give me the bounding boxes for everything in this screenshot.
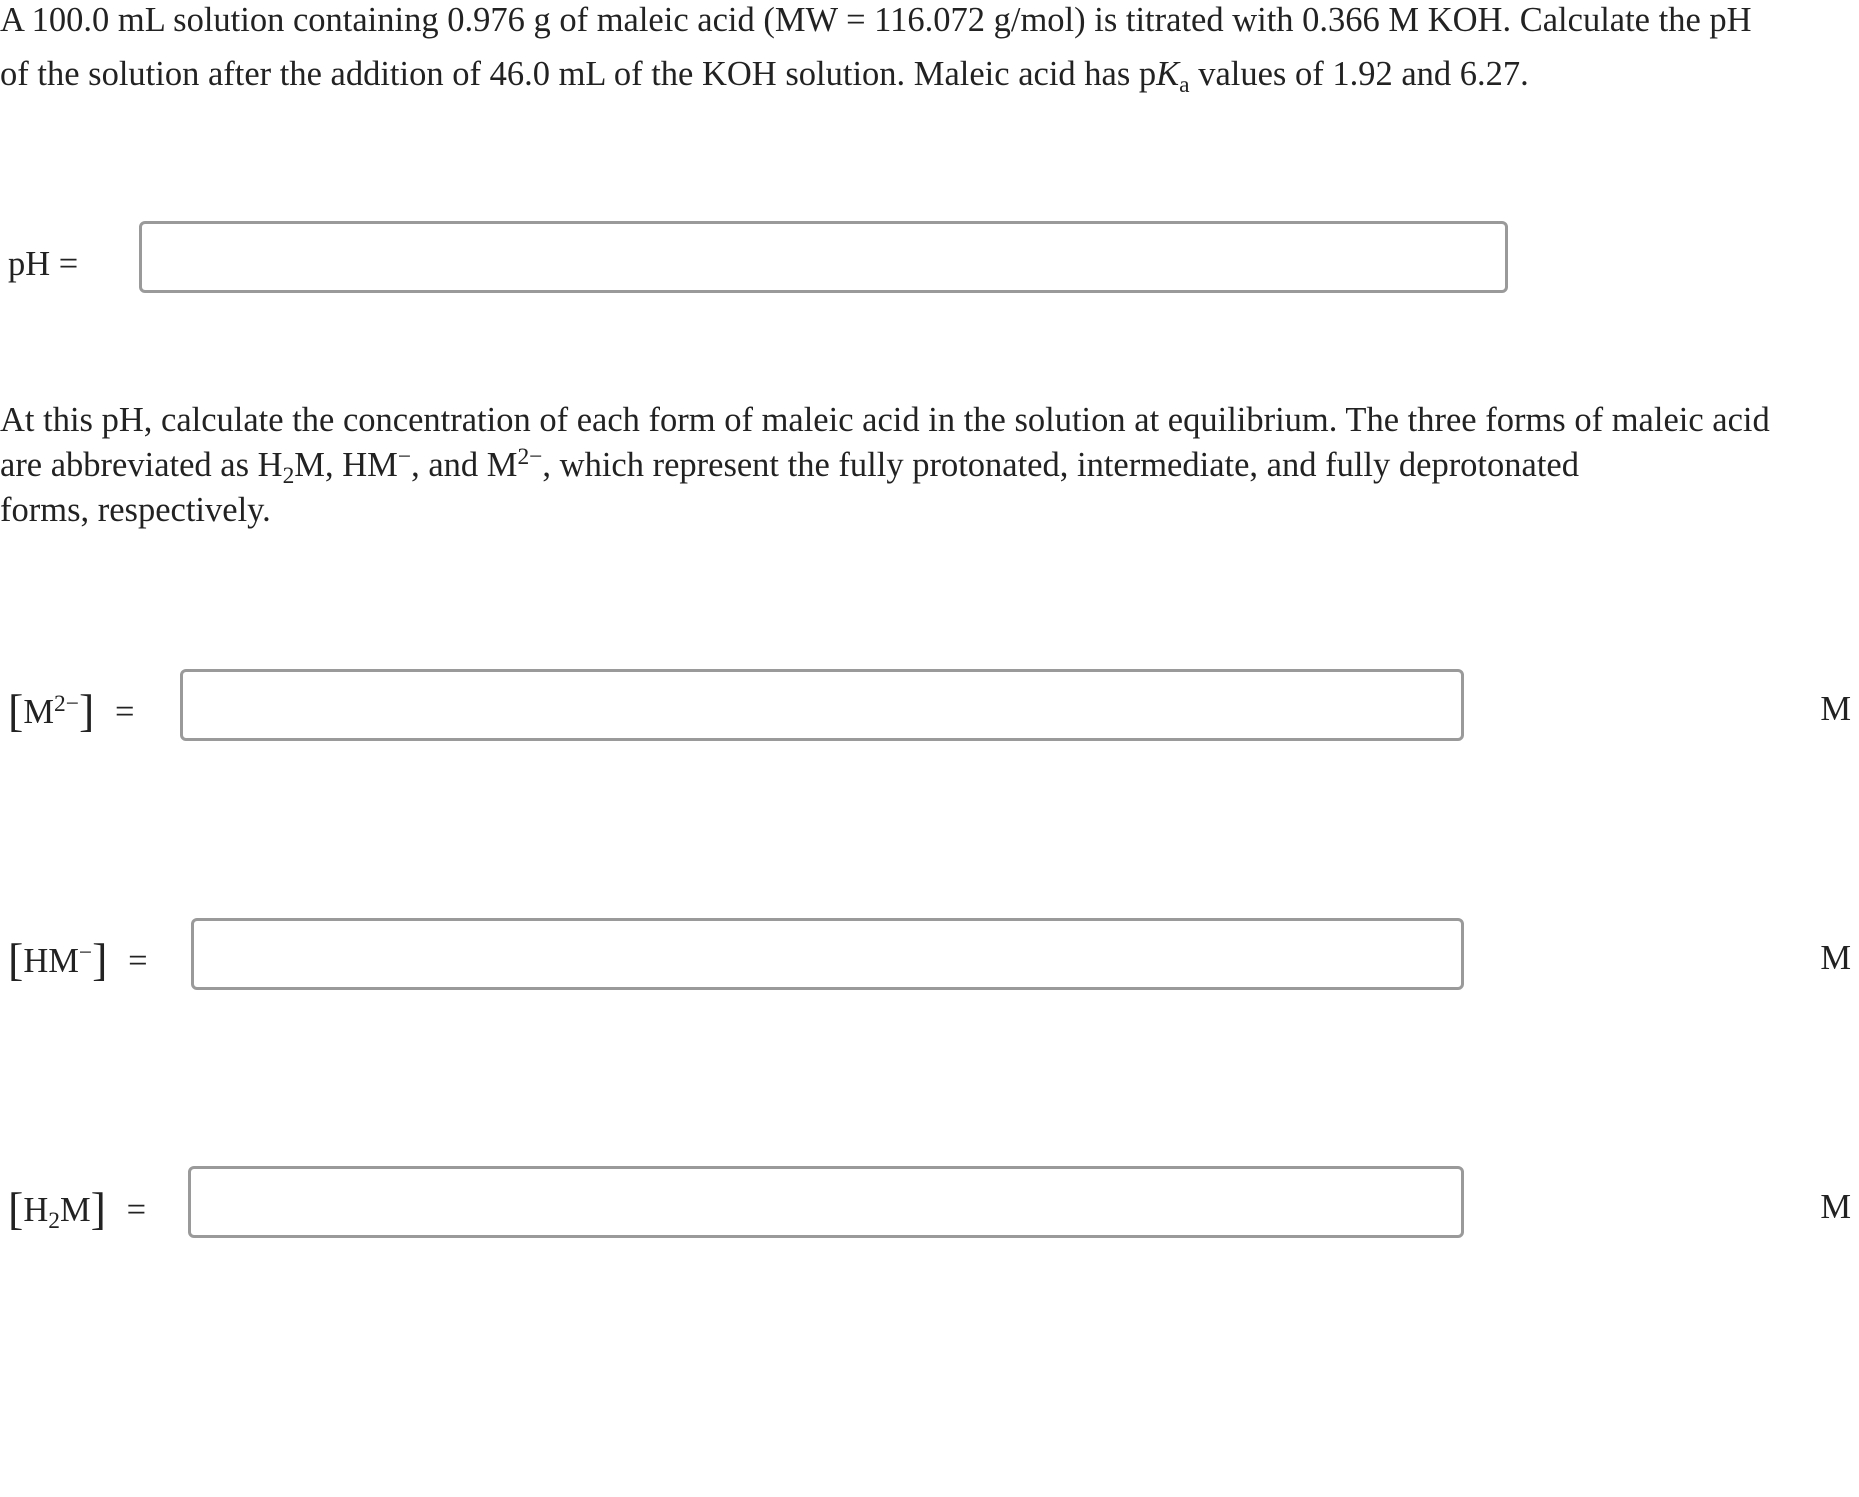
h2-subscript: 2 [282, 463, 295, 490]
prompt-line-2c: , and M [411, 446, 518, 484]
m2-minus-label [8, 685, 135, 736]
problem-line-2a: of the solution after the addition of 46.0 mL of the KOH solution. Maleic acid has p [0, 55, 1157, 93]
open-bracket: [ [8, 934, 24, 985]
open-bracket: [ [8, 685, 24, 736]
equals-sign: = [128, 942, 148, 980]
species-charge: − [78, 940, 93, 967]
equals-sign: = [126, 1191, 147, 1229]
species-charge: 2− [54, 691, 79, 718]
ka-symbol: K [1156, 55, 1180, 93]
open-bracket: [ [8, 1183, 24, 1234]
prompt-line-2d: , which represent the fully protonated, intermediate, and fully deprotonated [542, 446, 1579, 484]
hm-minus-label [8, 934, 148, 985]
prompt-line-3: forms, respectively. [0, 491, 271, 529]
h2m-label [8, 1183, 147, 1235]
m-superscript: 2− [517, 444, 543, 471]
species-prefix: H [23, 1191, 49, 1229]
species-name: M [23, 693, 55, 731]
equals-sign: = [114, 693, 135, 731]
prompt-line-2a: are abbreviated as H [0, 446, 283, 484]
ph-label: pH = [8, 245, 79, 283]
species-name: HM [23, 942, 79, 980]
concentration-prompt [0, 398, 1770, 533]
problem-line-2b: values of 1.92 and 6.27. [1189, 55, 1529, 93]
hm-minus-input[interactable] [191, 918, 1464, 990]
species-name: M [59, 1191, 91, 1229]
h2m-unit: M [1820, 1188, 1851, 1226]
species-subscript: 2 [48, 1208, 60, 1235]
problem-line-1: A 100.0 mL solution containing 0.976 g of maleic acid (MW = 116.072 g/mol) is titrated with 0.366 M KOH. Calculate the pH [0, 1, 1752, 39]
m2-minus-unit: M [1820, 690, 1851, 728]
prompt-line-2b: M, HM [294, 446, 398, 484]
prompt-line-1: At this pH, calculate the concentration of each form of maleic acid in the solution at equilibrium. The three forms of maleic acid [0, 401, 1770, 439]
problem-statement [0, 0, 1752, 101]
close-bracket: ] [92, 934, 108, 985]
hm-superscript: − [397, 444, 412, 471]
hm-minus-unit: M [1820, 939, 1851, 977]
h2m-input[interactable] [188, 1166, 1464, 1238]
close-bracket: ] [90, 1183, 106, 1234]
close-bracket: ] [78, 685, 95, 736]
ph-input[interactable] [139, 221, 1508, 293]
ka-subscript: a [1179, 72, 1190, 99]
m2-minus-input[interactable] [180, 669, 1464, 741]
